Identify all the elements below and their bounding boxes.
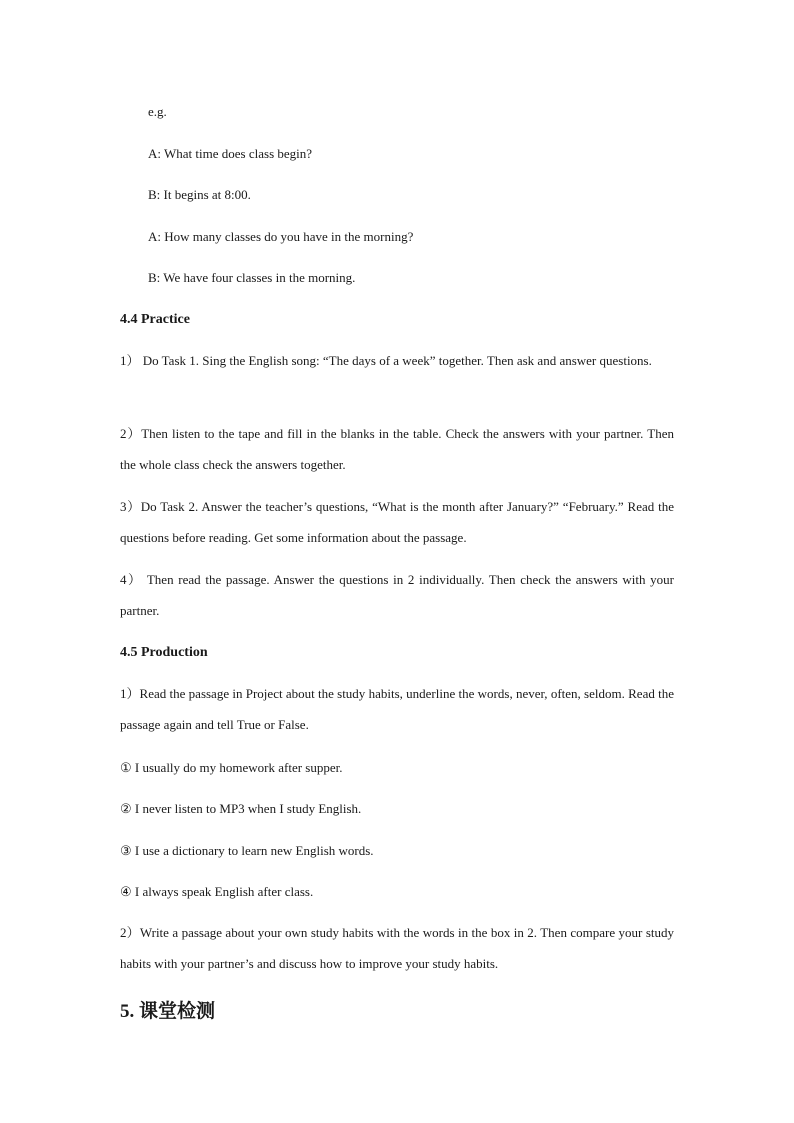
example-line-2: B: It begins at 8:00. — [148, 187, 251, 202]
section-5-title: 5. 课堂检测 — [120, 1001, 216, 1022]
example-line-1: A: What time does class begin? — [148, 146, 313, 161]
production-step-1: 1）Read the passage in Project about the study habits, underline the words, never, often, seldom. Read the passage again and tell True or False. — [120, 686, 674, 732]
practice-step-1: 1） Do Task 1. Sing the English song: “The days of a week” together. Then ask and answer questions. — [120, 353, 652, 368]
example-line-3: A: How many classes do you have in the morning? — [148, 229, 414, 244]
practice-heading: 4.4 Practice — [120, 312, 190, 327]
production-step-2: 2）Write a passage about your own study habits with the words in the box in 2. Then compare your study habits with your partner’s and discuss how to improve your study habits. — [120, 925, 674, 971]
statement-4: ④ I always speak English after class. — [120, 884, 314, 899]
statement-2: ② I never listen to MP3 when I study English. — [120, 801, 362, 816]
production-heading: 4.5 Production — [120, 645, 208, 660]
practice-step-3: 3）Do Task 2. Answer the teacher’s questions, “What is the month after January?” “February.” Read the questions before reading. Get some information about the passage. — [120, 499, 674, 545]
statement-3: ③ I use a dictionary to learn new English words. — [120, 843, 374, 858]
example-label: e.g. — [148, 104, 167, 119]
practice-step-2: 2）Then listen to the tape and fill in the blanks in the table. Check the answers with your partner. Then the whole class check the answers together. — [120, 426, 674, 472]
example-line-4: B: We have four classes in the morning. — [148, 270, 356, 285]
practice-step-4: 4） Then read the passage. Answer the questions in 2 individually. Then check the answers with your partner. — [120, 572, 674, 618]
statement-1: ① I usually do my homework after supper. — [120, 760, 343, 775]
